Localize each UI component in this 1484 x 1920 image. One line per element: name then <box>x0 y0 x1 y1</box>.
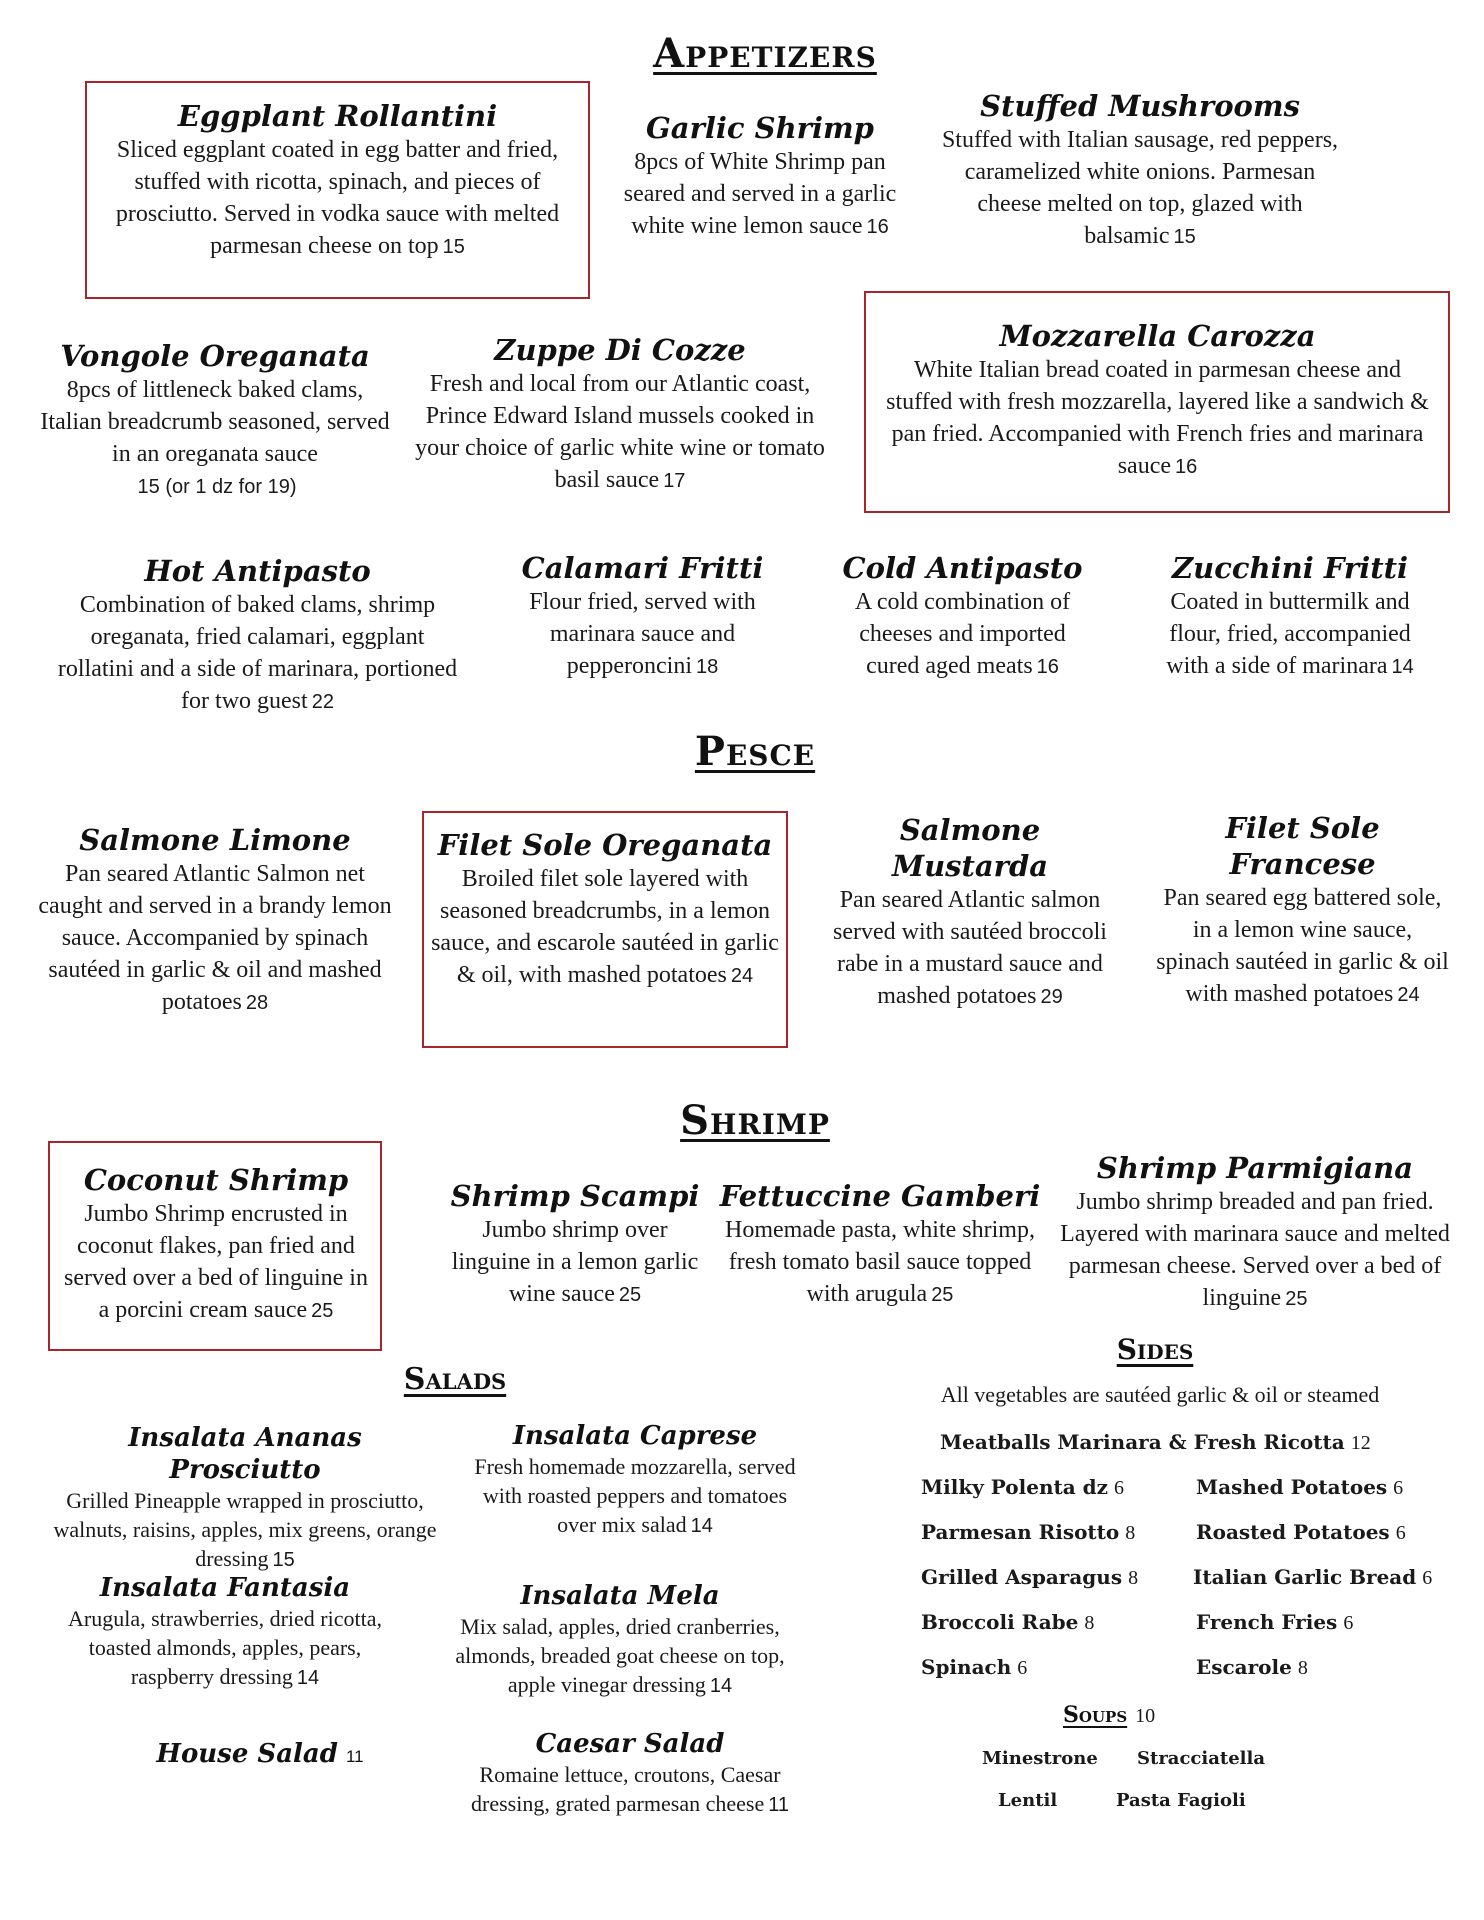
item-desc: Grilled Pineapple wrapped in prosciutto, walnuts, raisins, apples, mix greens, orange dressing 15 <box>53 1488 437 1571</box>
menu-item-zucchini-fritti <box>1145 550 1435 683</box>
item-desc: Homemade pasta, white shrimp, fresh tomato basil sauce topped with arugula 25 <box>725 1217 1035 1307</box>
item-price: 14 <box>709 1675 733 1697</box>
side-price: 8 <box>1128 1567 1139 1589</box>
menu-item-zuppe-di-cozze <box>415 332 825 497</box>
section-heading-soups: Soups <box>1063 1702 1128 1728</box>
side-item: Grilled Asparagus 8 <box>921 1565 1139 1589</box>
menu-item-cold-antipasto <box>830 550 1095 683</box>
item-price: 14 <box>296 1667 320 1689</box>
menu-item-garlic-shrimp <box>615 110 905 243</box>
side-price: 8 <box>1125 1522 1136 1544</box>
item-desc: Stuffed with Italian sausage, red peppers, caramelized white onions. Parmesan cheese melted on top, glazed with balsamic 15 <box>941 127 1339 249</box>
side-item: Parmesan Risotto 8 <box>921 1520 1136 1544</box>
menu-item-stuffed-mushrooms <box>940 88 1340 253</box>
item-name: Filet Sole Francese <box>1225 811 1380 881</box>
section-heading-sides: Sides <box>1116 1333 1194 1366</box>
item-desc: Fresh homemade mozzarella, served with roasted peppers and tomatoes over mix salad 14 <box>474 1454 796 1537</box>
item-price: 25 <box>931 1284 954 1306</box>
item-desc: White Italian bread coated in parmesan cheese and stuffed with fresh mozzarella, layered like a sandwich & pan fried. Accompanied with French fries and marinara sauce 16 <box>886 357 1429 479</box>
item-price: 15 <box>442 236 465 258</box>
item-desc: Pan seared Atlantic Salmon net caught and served in a brandy lemon sauce. Accompanied by spinach sautéed in garlic & oil and mashed potatoes 28 <box>38 861 392 1015</box>
soup-item: Stracciatella <box>1137 1748 1265 1769</box>
item-price: 14 <box>690 1515 713 1537</box>
item-price: 25 <box>618 1284 642 1306</box>
item-desc: Combination of baked clams, shrimp oreganata, fried calamari, eggplant rollatini and a side of marinara, portioned for two guest 22 <box>57 592 458 714</box>
item-price: 15 (or 1 dz for 19) <box>137 476 297 498</box>
section-heading-shrimp: Shrimp <box>680 1097 830 1144</box>
item-desc: Jumbo shrimp breaded and pan fried. Layered with marinara sauce and melted parmesan cheese. Served over a bed of linguine 25 <box>1060 1189 1450 1311</box>
soups-heading-row <box>1063 1702 1155 1728</box>
item-desc: 8pcs of littleneck baked clams, Italian breadcrumb seasoned, served in an oreganata sauce 15 (or 1 dz for 19) <box>40 377 390 498</box>
soup-item: Pasta Fagioli <box>1116 1790 1246 1811</box>
item-name: Eggplant Rollantini <box>177 99 498 133</box>
menu-item-house-salad <box>140 1738 380 1773</box>
side-price: 6 <box>1395 1522 1406 1544</box>
side-item: Milky Polenta dz 6 <box>921 1475 1124 1499</box>
item-name: Salmone Mustarda <box>891 813 1049 883</box>
menu-item-vongole-oreganata <box>40 338 390 503</box>
side-item: Roasted Potatoes 6 <box>1196 1520 1406 1544</box>
menu-item-shrimp-parmigiana <box>1055 1150 1455 1315</box>
side-item: Italian Garlic Bread 6 <box>1193 1565 1433 1589</box>
menu-item-insalata-mela <box>430 1580 810 1701</box>
item-name: House Salad 11 <box>156 1739 364 1769</box>
item-desc: Arugula, strawberries, dried ricotta, toasted almonds, apples, pears, raspberry dressing 14 <box>68 1606 382 1689</box>
menu-item-eggplant-rollantini <box>95 98 580 263</box>
item-price: 11 <box>345 1747 364 1766</box>
item-price: 25 <box>311 1300 334 1322</box>
item-desc: Romaine lettuce, croutons, Caesar dressing, grated parmesan cheese 11 <box>471 1762 789 1816</box>
item-name: Garlic Shrimp <box>646 111 874 145</box>
item-price: 29 <box>1040 986 1063 1008</box>
item-name: Zucchini Fritti <box>1171 551 1409 585</box>
soups-price: 10 <box>1135 1705 1156 1727</box>
menu-item-salmone-mustarda <box>825 812 1115 1013</box>
item-name: Insalata Mela <box>520 1581 720 1611</box>
sides-note: All vegetables are sautéed garlic & oil or steamed <box>940 1382 1380 1407</box>
menu-item-insalata-fantasia <box>55 1572 395 1693</box>
section-heading-pesce: Pesce <box>694 728 816 775</box>
item-price: 15 <box>272 1549 295 1571</box>
item-name: Zuppe Di Cozze <box>494 333 746 367</box>
item-desc: 8pcs of White Shrimp pan seared and served in a garlic white wine lemon sauce 16 <box>623 149 897 239</box>
item-name: Insalata Fantasia <box>99 1573 351 1603</box>
side-price: 6 <box>1017 1657 1028 1679</box>
item-desc: Pan seared Atlantic salmon served with sautéed broccoli rabe in a mustard sauce and mashed potatoes 29 <box>833 887 1107 1009</box>
item-price: 25 <box>1285 1288 1308 1310</box>
item-name: Coconut Shrimp <box>83 1163 349 1197</box>
side-price: 6 <box>1422 1567 1433 1589</box>
side-price: 12 <box>1350 1432 1371 1454</box>
item-desc: A cold combination of cheeses and imported cured aged meats 16 <box>854 589 1071 679</box>
item-desc: Mix salad, apples, dried cranberries, almonds, breaded goat cheese on top, apple vinegar dressing 14 <box>455 1614 785 1697</box>
item-price: 18 <box>696 656 719 678</box>
item-name: Stuffed Mushrooms <box>980 89 1300 123</box>
item-desc: Sliced eggplant coated in egg batter and fried, stuffed with ricotta, spinach, and pieces of prosciutto. Served in vodka sauce with melted parmesan cheese on top 15 <box>115 137 560 259</box>
menu-item-insalata-ananas-prosciutto <box>50 1422 440 1575</box>
menu-item-hot-antipasto <box>50 553 465 718</box>
side-item: Meatballs Marinara & Fresh Ricotta 12 <box>940 1430 1371 1454</box>
section-heading-salads: Salads <box>403 1362 507 1397</box>
side-price: 6 <box>1393 1477 1404 1499</box>
item-desc: Broiled filet sole layered with seasoned breadcrumbs, in a lemon sauce, and escarole sautéed in garlic & oil, with mashed potatoes 24 <box>431 866 779 988</box>
item-price: 24 <box>1397 984 1420 1006</box>
item-desc: Fresh and local from our Atlantic coast, Prince Edward Island mussels cooked in your choice of garlic white wine or tomato basil sauce 17 <box>415 371 825 493</box>
item-desc: Jumbo Shrimp encrusted in coconut flakes, pan fried and served over a bed of linguine in a porcini cream sauce 25 <box>64 1201 368 1323</box>
side-price: 8 <box>1084 1612 1095 1634</box>
item-price: 17 <box>663 470 686 492</box>
side-item: Mashed Potatoes 6 <box>1196 1475 1404 1499</box>
item-name: Vongole Oreganata <box>60 339 370 373</box>
menu-item-fettuccine-gamberi <box>715 1178 1045 1311</box>
side-item: Broccoli Rabe 8 <box>921 1610 1095 1634</box>
menu-item-insalata-caprese <box>465 1420 805 1541</box>
item-name: Shrimp Parmigiana <box>1096 1151 1414 1185</box>
item-price: 14 <box>1391 656 1414 678</box>
item-price: 28 <box>245 992 269 1014</box>
menu-item-shrimp-scampi <box>445 1178 705 1311</box>
item-name: Hot Antipasto <box>144 554 371 588</box>
item-price: 16 <box>1036 656 1059 678</box>
item-name: Caesar Salad <box>535 1729 725 1759</box>
item-name: Filet Sole Oreganata <box>437 828 773 862</box>
menu-item-calamari-fritti <box>520 550 765 683</box>
item-name: Insalata Ananas Prosciutto <box>128 1423 362 1485</box>
side-price: 8 <box>1297 1657 1308 1679</box>
section-heading-appetizers: Appetizers <box>653 30 877 77</box>
side-item: Spinach 6 <box>921 1655 1028 1679</box>
side-price: 6 <box>1343 1612 1354 1634</box>
item-name: Cold Antipasto <box>842 551 1083 585</box>
menu-item-filet-sole-francese <box>1155 810 1450 1011</box>
item-price: 15 <box>1173 226 1196 248</box>
item-price: 16 <box>1175 456 1198 478</box>
soup-item: Minestrone <box>982 1748 1098 1769</box>
menu-item-caesar-salad <box>445 1728 815 1820</box>
side-price: 6 <box>1113 1477 1124 1499</box>
item-price: 11 <box>768 1794 789 1816</box>
item-desc: Flour fried, served with marinara sauce and pepperoncini 18 <box>529 589 756 679</box>
item-price: 16 <box>866 216 889 238</box>
side-item: French Fries 6 <box>1196 1610 1354 1634</box>
item-name: Fettuccine Gamberi <box>719 1179 1041 1213</box>
item-price: 22 <box>311 691 334 713</box>
item-price: 24 <box>730 965 754 987</box>
side-item: Escarole 8 <box>1196 1655 1308 1679</box>
item-name: Calamari Fritti <box>521 551 764 585</box>
menu-item-filet-sole-oreganata <box>430 827 780 992</box>
item-name: Salmone Limone <box>79 823 351 857</box>
item-name: Insalata Caprese <box>512 1421 758 1451</box>
menu-item-coconut-shrimp <box>58 1162 374 1327</box>
item-name: Mozzarella Carozza <box>999 319 1316 353</box>
item-desc: Pan seared egg battered sole, in a lemon wine sauce, spinach sautéed in garlic & oil with mashed potatoes 24 <box>1156 885 1449 1007</box>
item-name: Shrimp Scampi <box>450 1179 700 1213</box>
item-desc: Coated in buttermilk and flour, fried, accompanied with a side of marinara 14 <box>1166 589 1414 679</box>
item-desc: Jumbo shrimp over linguine in a lemon garlic wine sauce 25 <box>451 1217 699 1307</box>
menu-item-salmone-limone <box>35 822 395 1019</box>
menu-item-mozzarella-carozza <box>880 318 1435 483</box>
soup-item: Lentil <box>998 1790 1058 1811</box>
